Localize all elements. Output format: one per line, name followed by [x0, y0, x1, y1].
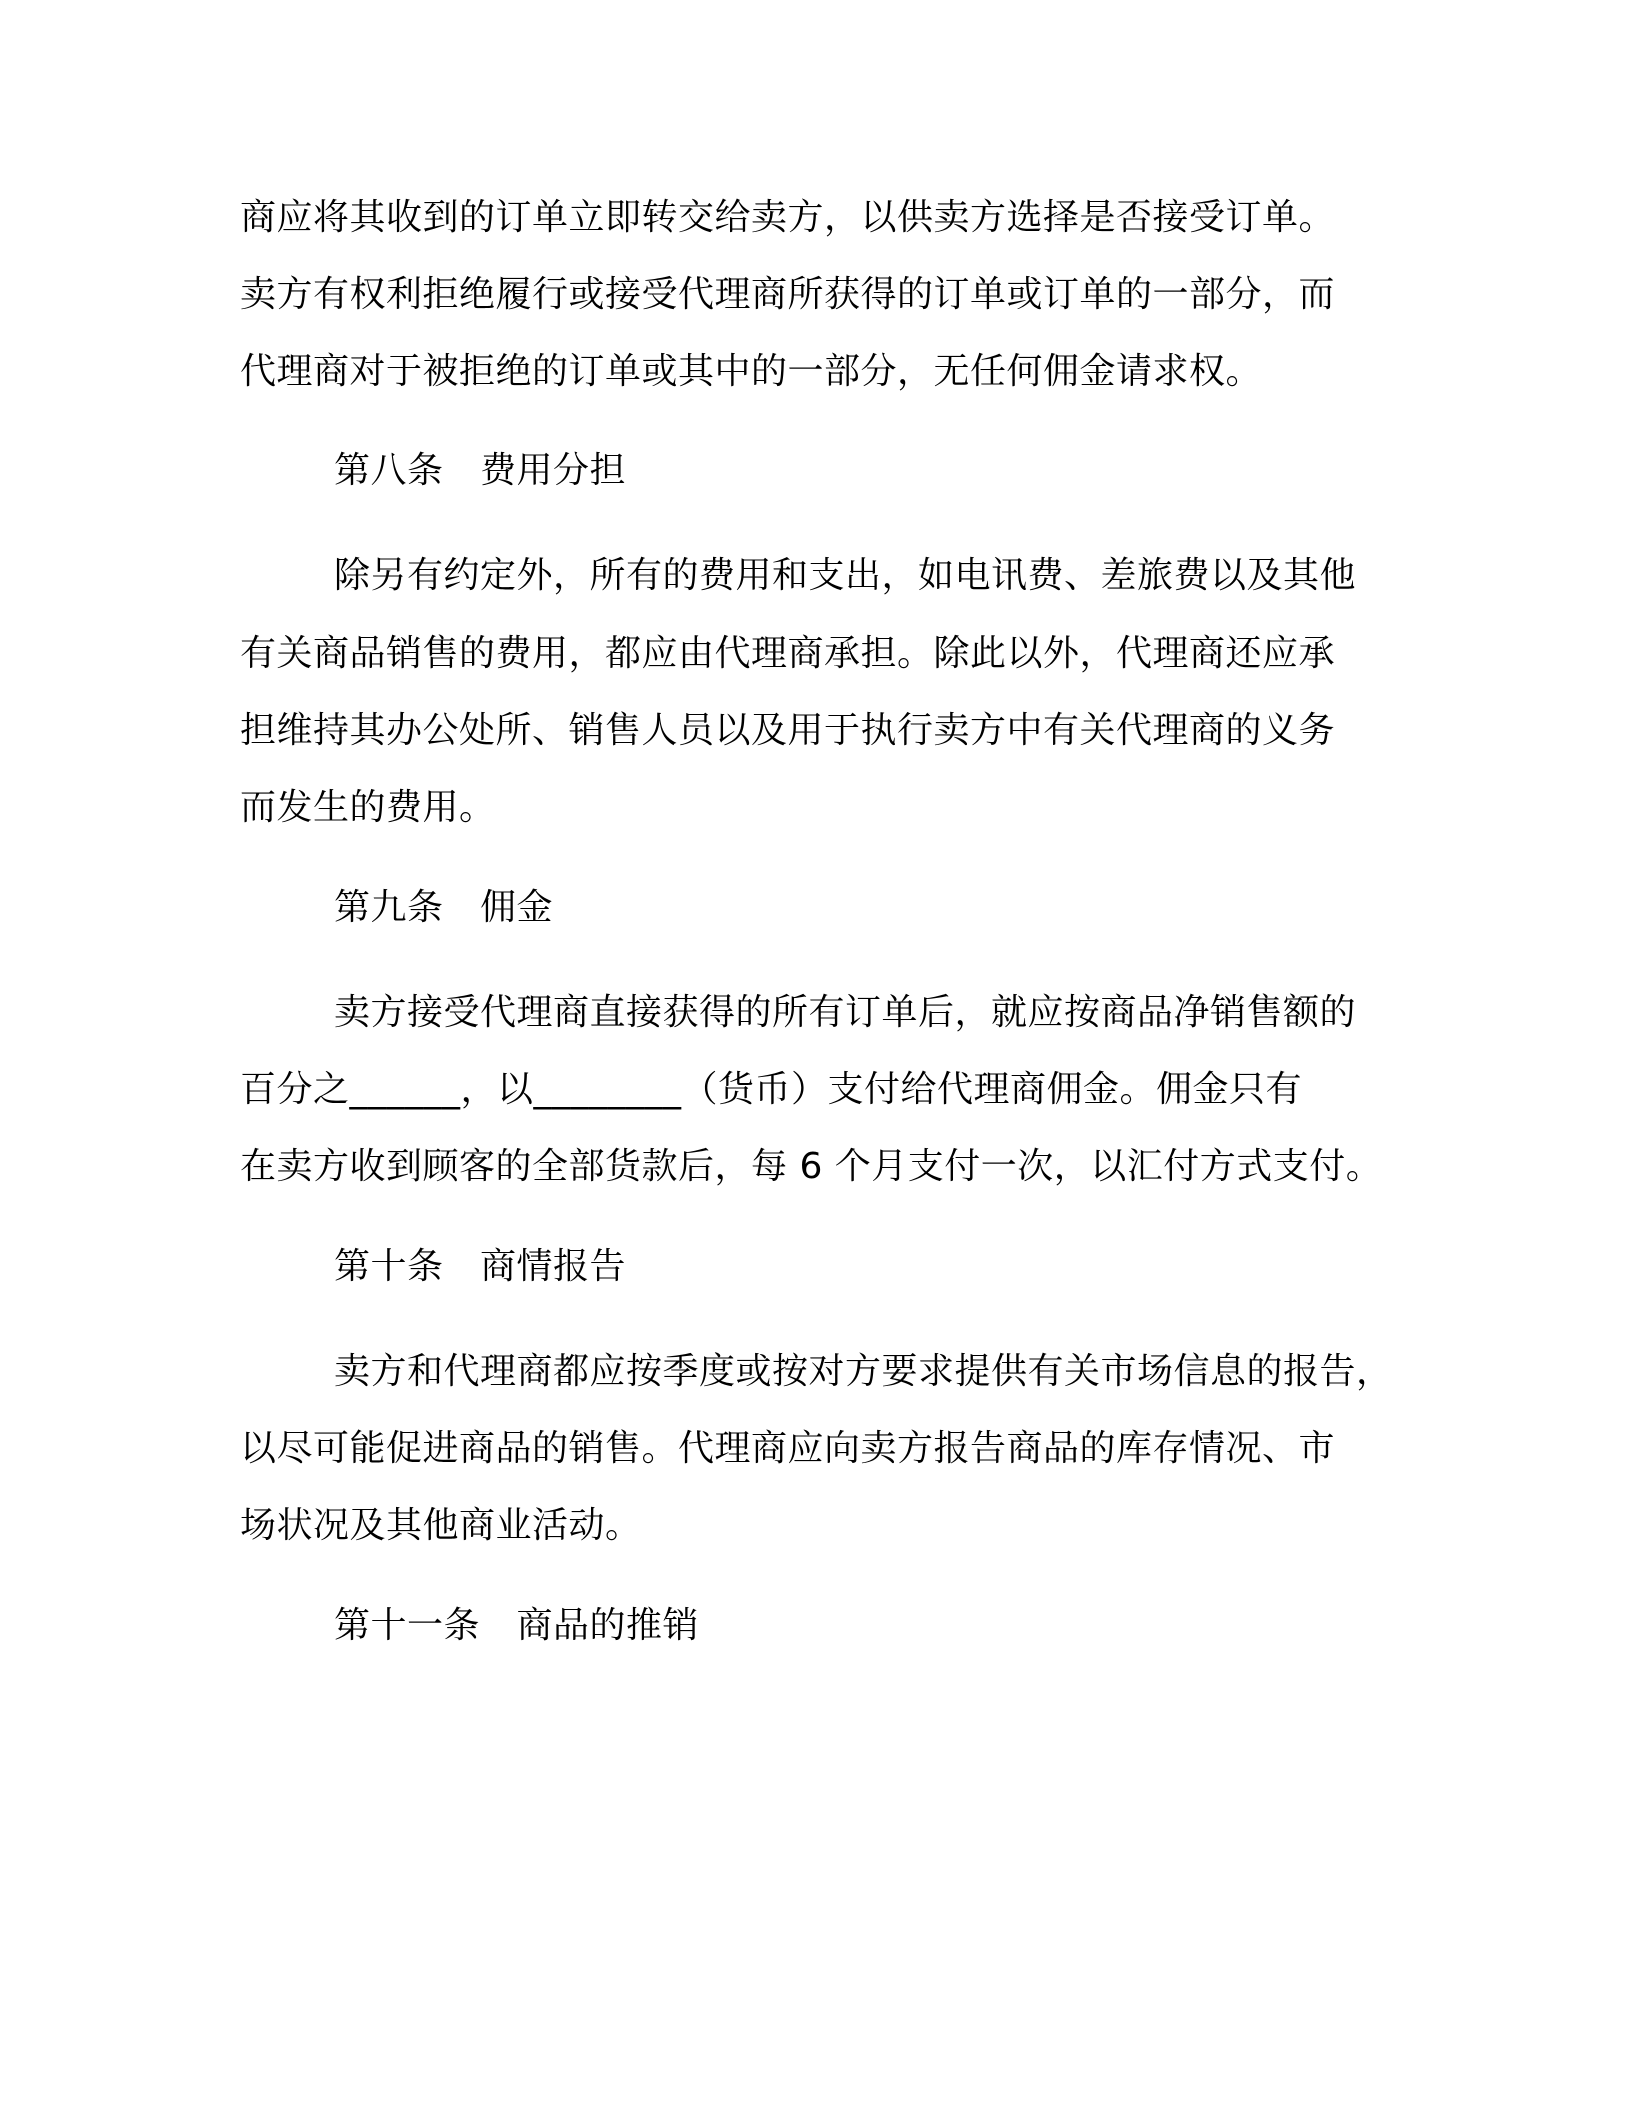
article-9-heading: 第九条 佣金: [334, 887, 554, 928]
paragraph-line: 场状况及其他商业活动。: [240, 1505, 642, 1546]
article-10-heading: 第十条 商情报告: [334, 1246, 627, 1287]
paragraph-line: 而发生的费用。: [240, 787, 496, 828]
paragraph-line: 代理商对于被拒绝的订单或其中的一部分，无任何佣金请求权。: [240, 351, 1263, 392]
paragraph-line: 百分之______，以________（货币）支付给代理商佣金。佣金只有: [240, 1069, 1303, 1110]
article-8-heading: 第八条 费用分担: [334, 450, 627, 491]
paragraph-line: 担维持其办公处所、销售人员以及用于执行卖方中有关代理商的义务: [240, 710, 1336, 751]
paragraph-line: 卖方接受代理商直接获得的所有订单后，就应按商品净销售额的: [334, 992, 1357, 1033]
paragraph-line: 商应将其收到的订单立即转交给卖方，以供卖方选择是否接受订单。: [240, 197, 1336, 238]
paragraph-line: 在卖方收到顾客的全部货款后，每 6 个月支付一次，以汇付方式支付。: [240, 1146, 1383, 1187]
article-11-heading: 第十一条 商品的推销: [334, 1605, 700, 1646]
paragraph-line: 卖方有权利拒绝履行或接受代理商所获得的订单或订单的一部分，而: [240, 274, 1336, 315]
paragraph-line: 除另有约定外，所有的费用和支出，如电讯费、差旅费以及其他: [334, 555, 1357, 596]
paragraph-line: 以尽可能促进商品的销售。代理商应向卖方报告商品的库存情况、市: [240, 1428, 1336, 1469]
paragraph-line: 卖方和代理商都应按季度或按对方要求提供有关市场信息的报告，: [334, 1351, 1393, 1392]
paragraph-line: 有关商品销售的费用，都应由代理商承担。除此以外，代理商还应承: [240, 633, 1336, 674]
